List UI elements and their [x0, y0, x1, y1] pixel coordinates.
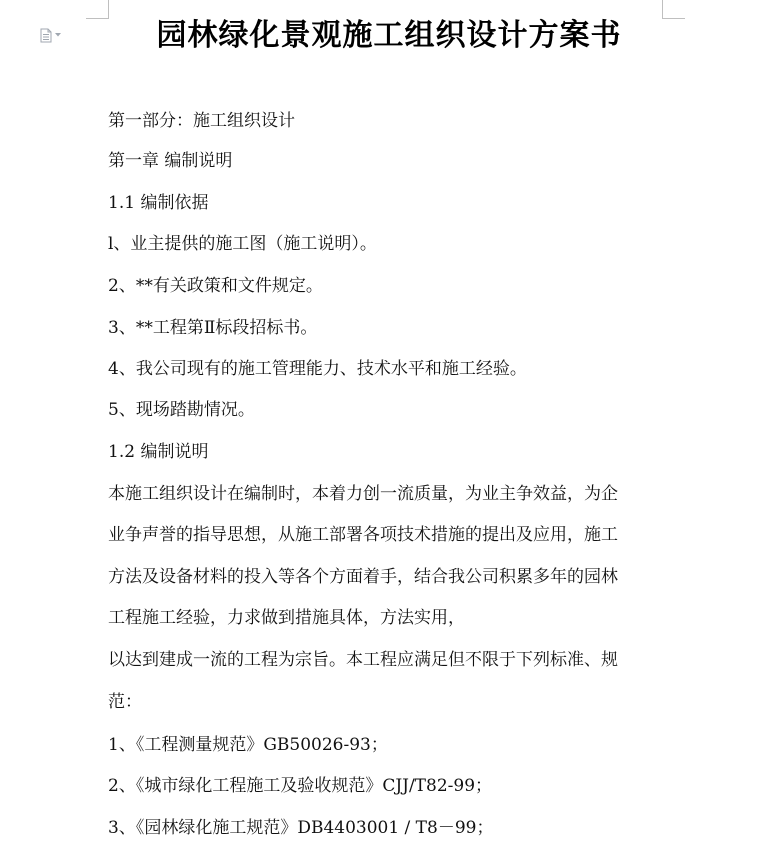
- list-item: 5、现场踏勘情况。: [108, 400, 255, 420]
- list-item: 3、《园林绿化施工规范》DB4403001 / T8－99；: [108, 818, 494, 838]
- list-item: 3、**工程第Ⅱ标段招标书。: [108, 318, 318, 338]
- paragraph-line: 本施工组织设计在编制时，本着力创一流质量，为业主争效益，为企: [108, 484, 618, 504]
- paragraph-line: 业争声誉的指导思想，从施工部署各项技术措施的提出及应用，施工: [108, 525, 618, 545]
- list-item: 2、《城市绿化工程施工及验收规范》CJJ/T82-99；: [108, 776, 493, 796]
- paragraph-line: 以达到建成一流的工程为宗旨。本工程应满足但不限于下列标准、规: [108, 650, 618, 670]
- chapter-heading: 第一章 编制说明: [108, 151, 233, 171]
- paragraph-line: 工程施工经验，力求做到措施具体，方法实用，: [108, 608, 465, 628]
- paragraph-line: 范：: [108, 692, 142, 712]
- list-item: 2、**有关政策和文件规定。: [108, 276, 323, 296]
- document-title: 园林绿化景观施工组织设计方案书: [156, 18, 622, 53]
- list-item: 1、《工程测量规范》GB50026-93；: [108, 735, 388, 755]
- list-item: l、业主提供的施工图（施工说明）。: [108, 234, 377, 254]
- list-item: 4、我公司现有的施工管理能力、技术水平和施工经验。: [108, 359, 527, 379]
- part-heading: 第一部分：施工组织设计: [108, 111, 295, 131]
- section-heading: 1.2 编制说明: [108, 442, 209, 462]
- paragraph-line: 方法及设备材料的投入等各个方面着手，结合我公司积累多年的园林: [108, 567, 618, 587]
- section-heading: 1.1 编制依据: [108, 193, 209, 213]
